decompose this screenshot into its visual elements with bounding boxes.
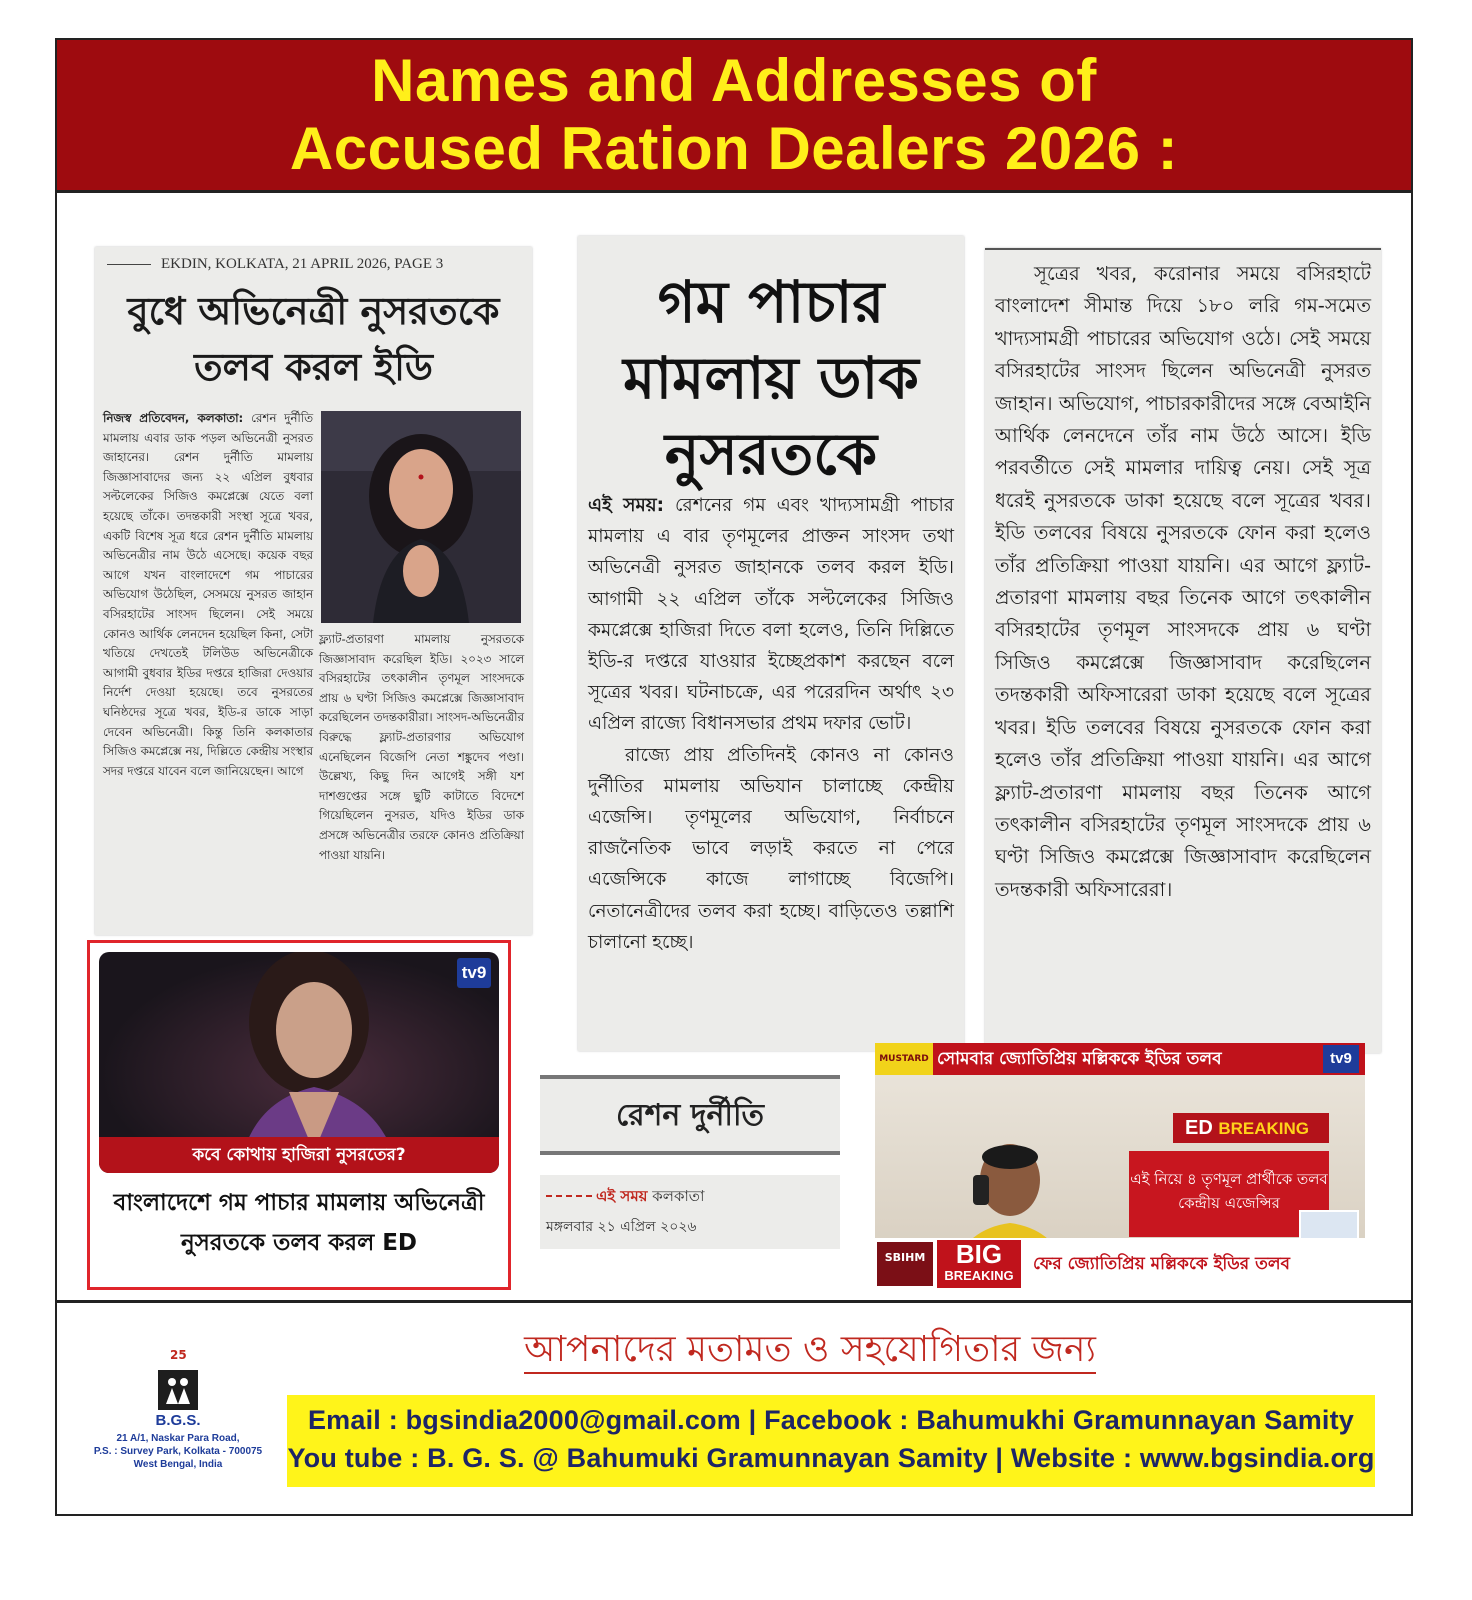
clipping-paragraph-1 [588, 490, 954, 740]
tv9-thumbnail [99, 952, 499, 1173]
masthead-dash [546, 1195, 592, 1197]
tv9-logo: tv9 [457, 958, 491, 988]
news-scene [875, 1075, 1365, 1260]
big-label: BIG [955, 1239, 1003, 1269]
clipping-paragraph-2: রাজ্যে প্রায় প্রতিদিনই কোনও না কোনও দুর্নীতির মামলায় অভিযান চালাচ্ছে কেন্দ্রীয় এজেন্সি। তৃণমূলের অভিযোগ, নির্বাচনে রাজনৈতিক ভাবে লড়াই করতে না পেরে এজেন্সিকে কাজে লাগাচ্ছে বিজেপি। নেতানেত্রীদের তলব করা হচ্ছে। বাড়িতেও তল্লাশি চালানো হচ্ছে। [588, 744, 954, 953]
clipping-byline: এই সময়: [588, 495, 665, 516]
clipping-headline: বুধে অভিনেত্রী নুসরতকে তলব করল ইডি [127, 288, 500, 389]
dateline-text: EKDIN, KOLKATA, 21 APRIL 2026, PAGE 3 [161, 255, 444, 272]
actress-photo [321, 411, 521, 623]
banner-line-1: Names and Addresses of [371, 47, 1097, 114]
masthead-brand: এই সময় [596, 1187, 648, 1205]
clipping-headline: গম পাচার মামলায় ডাক নুসরতকে [623, 268, 919, 488]
clipping-masthead [540, 1175, 840, 1249]
actress-photo-illustration [321, 411, 521, 623]
footer-slogan [285, 1322, 1335, 1382]
footer-slogan-text: আপনাদের মতামত ও সহযোগিতার জন্য [524, 1329, 1096, 1374]
clipping-body-col1 [103, 409, 313, 781]
big-breaking [937, 1240, 1021, 1288]
ration-title: রেশন দুর্নীতি [615, 1098, 765, 1133]
clipping-body [588, 490, 954, 958]
news-tv9-logo: tv9 [1323, 1045, 1359, 1073]
news-bottom-bar [875, 1238, 1365, 1290]
breaking-news-screenshot [875, 1043, 1365, 1290]
contact-line-email: Email : bgsindia2000@gmail.com | Facebook : Bahumukhi Gramunnayan Samity [307, 1405, 1355, 1435]
masthead-date: মঙ্গলবার ২১ এপ্রিল ২০২৬ [546, 1219, 697, 1235]
clipping-byline: নিজস্ব প্রতিবেদন, কলকাতা: [103, 411, 244, 425]
news-top-headline: সোমবার জ্যোতিপ্রিয় মল্লিককে ইডির তলব [875, 1043, 1365, 1075]
title-banner [57, 40, 1411, 193]
news-ticker: ফের জ্যোতিপ্রিয় মল্লিককে ইডির তলব [1025, 1246, 1359, 1282]
masthead-brand-line [596, 1185, 704, 1210]
people-icon [158, 1370, 198, 1410]
footer-divider [57, 1300, 1411, 1303]
partner-logo: SBIHM [877, 1242, 933, 1286]
clipping-paragraph-1-text: রেশনের গম এবং খাদ্যসামগ্রী পাচার মামলায় এ বার তৃণমূলের প্রাক্তন সাংসদ তথা অভিনেত্রী নুসরত জাহানকে তলব করল ইডি। আগামী ২২ এপ্রিল তাঁকে সল্টলেকের সিজিও কমপ্লেক্সে হাজিরা দিতে বলা হলেও, তিনি দিল্লিতে ইডি-র দপ্তরে যাওয়ার ইচ্ছেপ্রকাশ করছেন বলে সূত্রের খবর। ঘটনাচক্রে, এর পরেরদিন অর্থাৎ ২৩ এপ্রিল রাজ্যে বিধানসভার প্রথম দফার ভোট। [588, 495, 954, 735]
clipping-body: সূত্রের খবর, করোনার সময়ে বসিরহাটে বাংলাদেশ সীমান্ত দিয়ে ১৮০ লরি গম-সমেত খাদ্যসামগ্রী পাচারের অভিযোগ ওঠে। সেই সময়ে বসিরহাটের সাংসদ ছিলেন অভিনেত্রী নুসরত জাহান। অভিযোগ, পাচারকারীদের সঙ্গে বেআইনি আর্থিক লেনদেনে তাঁর নাম উঠে আসে। ইডি পরবর্তীতে সেই মামলার দায়িত্ব নেয়। সেই সূত্র ধরেই নুসরতকে ডাকা হয়েছে বলে সূত্রের খবর। ইডি তলবের বিষয়ে নুসরতকে ফোন করা হলেও তাঁর প্রতিক্রিয়া পাওয়া যায়নি। এর আগে ফ্ল্যাট-প্রতারণা মামলায় বছর তিনেক আগে তৎকালীন বসিরহাটের তৃণমূল সাংসদকে প্রায় ৬ ঘণ্টা সিজিও কমপ্লেক্সে জিজ্ঞাসাবাদ করেছিলেন তদন্তকারী অফিসারেরা ডাকা হয়েছে বলে সূত্রের খবর। ইডি তলবের বিষয়ে নুসরতকে ফোন করা হলেও তাঁর প্রতিক্রিয়া পাওয়া যায়নি। এর আগে ফ্ল্যাট-প্রতারণা মামলায় বছর তিনেক আগে তৎকালীন বসিরহাটের তৃণমূল সাংসদকে প্রায় ৬ ঘণ্টা সিজিও কমপ্লেক্সে জিজ্ঞাসাবাদ করেছিলেন তদন্তকারী অফিসারেরা। [995, 262, 1371, 901]
logo-address [88, 1432, 268, 1471]
clipping-eisamay [578, 236, 964, 1051]
dateline-rule [107, 264, 151, 265]
logo-number: 25 [170, 1348, 187, 1362]
breaking-label: BREAKING [1218, 1119, 1310, 1138]
big-breaking-label: BREAKING [944, 1268, 1014, 1283]
clipping-dateline [107, 255, 522, 273]
logo-mark-icon [158, 1370, 198, 1410]
contact-line-web: You tube : B. G. S. @ Bahumuki Gramunnayan Samity | Website : www.bgsindia.org [287, 1443, 1375, 1473]
news-box: এই নিয়ে ৪ তৃণমূল প্রার্থীকে তলব কেন্দ্রীয় এজেন্সির [1129, 1151, 1329, 1237]
masthead-city: কলকাতা [652, 1187, 705, 1205]
news-sponsor: MUSTARD [875, 1043, 933, 1075]
logo-address-3: West Bengal, India [133, 1459, 223, 1470]
clipping-body-col2: ফ্ল্যাট-প্রতারণা মামলায় নুসরতকে জিজ্ঞাসাবাদ করেছিল ইডি। ২০২৩ সালে বসিরহাটের তৎকালীন তৃণমূল সাংসদকে প্রায় ৬ ঘণ্টা সিজিও কমপ্লেক্সে জিজ্ঞাসাবাদ করেছিলেন তদন্তকারীরা। সাংসদ-অভিনেত্রীর বিরুদ্ধে ফ্ল্যাট-প্রতারণার অভিযোগ এনেছিলেন বিজেপি নেতা শঙ্কুদেব পণ্ডা। উল্লেখ্য, কিছু দিন আগেই সঙ্গী যশ দাশগুপ্তের সঙ্গে ছুটি কাটাতে বিদেশে গিয়েছিলেন নুসরত, যদিও ইডির ডাক প্রসঙ্গে অভিনেত্রীর তরফে কোনও প্রতিক্রিয়া পাওয়া যায়নি। [319, 632, 524, 862]
clipping-ration-title [540, 1075, 840, 1155]
tv9-strip: কবে কোথায় হাজিরা নুসরতের? [99, 1137, 499, 1173]
logo-name: B.G.S. [155, 1412, 201, 1429]
clipping-body-text: রেশন দুর্নীতি মামলায় এবার ডাক পড়ল অভিনেত্রী নুসরত জাহানের। রেশন দুর্নীতি মামলায় জিজ্ঞাসাবাদের জন্য ২২ এপ্রিল বুধবার সল্টলেকের সিজিও কমপ্লেক্সে যেতে বলা হয়েছে তাঁকে। তদন্তকারী সংস্থা সূত্রে খবর, একটি বিশেষ সূত্র ধরে রেশন দুর্নীতি মামলায় অভিনেত্রীর নাম উঠে এসেছে। কয়েক বছর আগে যখন বাংলাদেশে গম পাচারের অভিযোগ উঠেছিল, সেসময়ে নুসরত জাহান বসিরহাটের সাংসদ ছিলেন। সেই সময়ে কোনও আর্থিক লেনদেন হয়েছিল কিনা, সেটা খতিয়ে দেখতেই টলিউড অভিনেত্রীকে আগামী বুধবার ইডির দপ্তরে হাজিরা দেওয়ার নির্দেশ দেওয়া হয়েছে। তবে নুসরতের ঘনিষ্ঠদের সূত্রে খবর, ইডি-র ডাকে সাড়া দেবেন অভিনেত্রী। কিন্তু তিনি কলকাতার সিজিও কমপ্লেক্সে নয়, দিল্লিতে কেন্দ্রীয় সংস্থার সদর দপ্তরে যাবেন বলে জানিয়েছেন। আগে [103, 411, 314, 778]
ed-breaking-tag [1173, 1113, 1329, 1143]
logo-address-1: 21 A/1, Naskar Para Road, [116, 1433, 240, 1444]
tv9-caption: বাংলাদেশে গম পাচার মামলায় অভিনেত্রী নুসরতকে তলব করল ED [113, 1190, 485, 1256]
rule-top [540, 1075, 840, 1079]
banner-line-2: Accused Ration Dealers 2026 : [289, 115, 1179, 182]
bgs-logo [88, 1348, 268, 1488]
logo-address-2: P.S. : Survey Park, Kolkata - 700075 [93, 1446, 263, 1457]
tv9-news-card [87, 940, 511, 1290]
clipping-continuation [985, 248, 1381, 1053]
ed-label: ED [1185, 1117, 1213, 1139]
clipping-ekdin [95, 247, 532, 935]
contact-box [287, 1395, 1375, 1487]
rule-bottom [540, 1151, 840, 1155]
